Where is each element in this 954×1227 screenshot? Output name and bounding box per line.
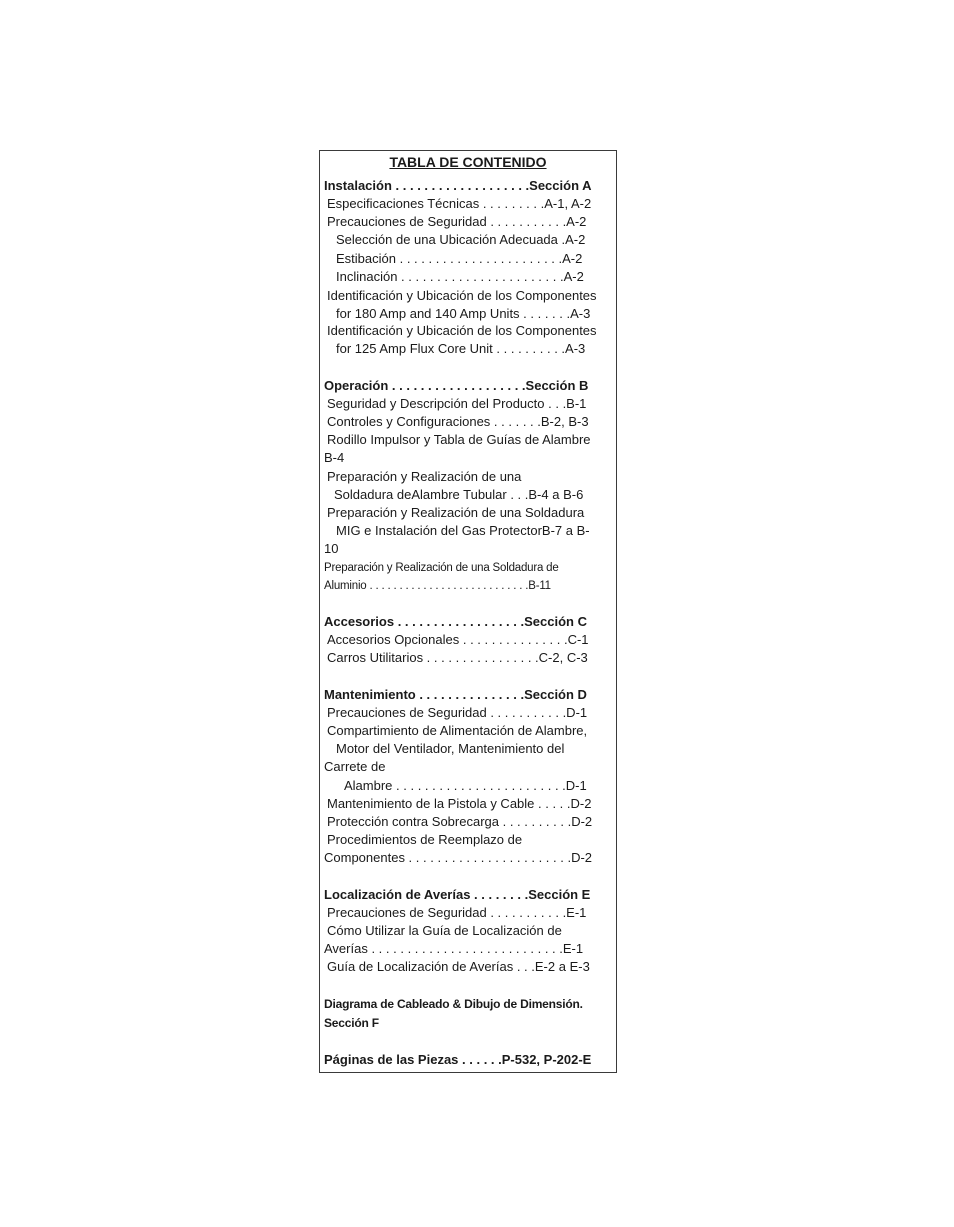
toc-entry: Controles y Configuraciones . . . . . . .B-2, B-3: [327, 414, 589, 429]
toc-entry: Preparación y Realización de una: [327, 469, 522, 484]
toc-entry: Protección contra Sobrecarga . . . . . . . . . .D-2: [327, 814, 593, 829]
toc-title: TABLA DE CONTENIDO: [389, 154, 547, 170]
toc-entry: for 180 Amp and 140 Amp Units . . . . . . .A-3: [336, 306, 591, 321]
toc-entry: Alambre . . . . . . . . . . . . . . . . . . . . . . . .D-1: [344, 778, 587, 793]
toc-entry: Motor del Ventilador, Mantenimiento del: [336, 741, 565, 756]
toc-entry: Aluminio . . . . . . . . . . . . . . . . . . . . . . . . . . .B-11: [324, 580, 551, 592]
toc-entry: Selección de una Ubicación Adecuada .A-2: [336, 232, 586, 247]
toc-section-b-heading: Operación . . . . . . . . . . . . . . . . . . .Sección B: [324, 378, 589, 393]
toc-entry: Rodillo Impulsor y Tabla de Guías de Alambre: [327, 432, 591, 447]
toc-entry: Soldadura deAlambre Tubular . . .B-4 a B-6: [334, 487, 584, 502]
toc-entry: Precauciones de Seguridad . . . . . . . . . . .D-1: [327, 705, 588, 720]
toc-entry: Averías . . . . . . . . . . . . . . . . . . . . . . . . . . .E-1: [324, 941, 584, 956]
toc-entry: Cómo Utilizar la Guía de Localización de: [327, 923, 562, 938]
toc-entry: Carrete de: [324, 759, 386, 774]
toc-entry: Identificación y Ubicación de los Componentes: [327, 323, 597, 338]
toc-entry: Preparación y Realización de una Soldadura: [327, 505, 585, 520]
toc-entry: Compartimiento de Alimentación de Alambre,: [327, 723, 588, 738]
toc-entry: Identificación y Ubicación de los Componentes: [327, 288, 597, 303]
toc-entry: Preparación y Realización de una Soldadura de: [324, 562, 559, 574]
toc-section-d-heading: Mantenimiento . . . . . . . . . . . . . . .Sección D: [324, 687, 587, 702]
toc-entry: 10: [324, 541, 339, 556]
toc-entry: Estibación . . . . . . . . . . . . . . . . . . . . . . .A-2: [336, 251, 583, 266]
toc-section-f-label: Sección F: [324, 1016, 379, 1030]
toc-entry: B-4: [324, 450, 345, 465]
toc-section-c-heading: Accesorios . . . . . . . . . . . . . . . . . .Sección C: [324, 614, 587, 629]
toc-entry: Procedimientos de Reemplazo de: [327, 832, 523, 847]
toc-entry: Accesorios Opcionales . . . . . . . . . . . . . . .C-1: [327, 632, 589, 647]
toc-section-a-heading: Instalación . . . . . . . . . . . . . . . . . . .Sección A: [324, 178, 592, 193]
toc-entry: Seguridad y Descripción del Producto . . .B-1: [327, 396, 587, 411]
table-of-contents: [319, 150, 617, 1073]
toc-entry: MIG e Instalación del Gas ProtectorB-7 a B-: [336, 523, 590, 538]
toc-entry: Inclinación . . . . . . . . . . . . . . . . . . . . . . .A-2: [336, 269, 584, 284]
toc-entry: Precauciones de Seguridad . . . . . . . . . . .A-2: [327, 214, 587, 229]
toc-entry: Guía de Localización de Averías . . .E-2 a E-3: [327, 959, 590, 974]
toc-section-f-heading: Diagrama de Cableado & Dibujo de Dimensión.: [324, 997, 583, 1011]
toc-entry: Especificaciones Técnicas . . . . . . . . .A-1, A-2: [327, 196, 592, 211]
toc-entry: Mantenimiento de la Pistola y Cable . . . . .D-2: [327, 796, 592, 811]
toc-parts-pages: Páginas de las Piezas . . . . . .P-532, P-202-E: [324, 1052, 592, 1067]
toc-entry: Carros Utilitarios . . . . . . . . . . . . . . . .C-2, C-3: [327, 650, 588, 665]
toc-entry: for 125 Amp Flux Core Unit . . . . . . . . . .A-3: [336, 341, 586, 356]
toc-entry: Precauciones de Seguridad . . . . . . . . . . .E-1: [327, 905, 587, 920]
toc-section-e-heading: Localización de Averías . . . . . . . .Sección E: [324, 887, 591, 902]
toc-entry: Componentes . . . . . . . . . . . . . . . . . . . . . . .D-2: [324, 850, 593, 865]
